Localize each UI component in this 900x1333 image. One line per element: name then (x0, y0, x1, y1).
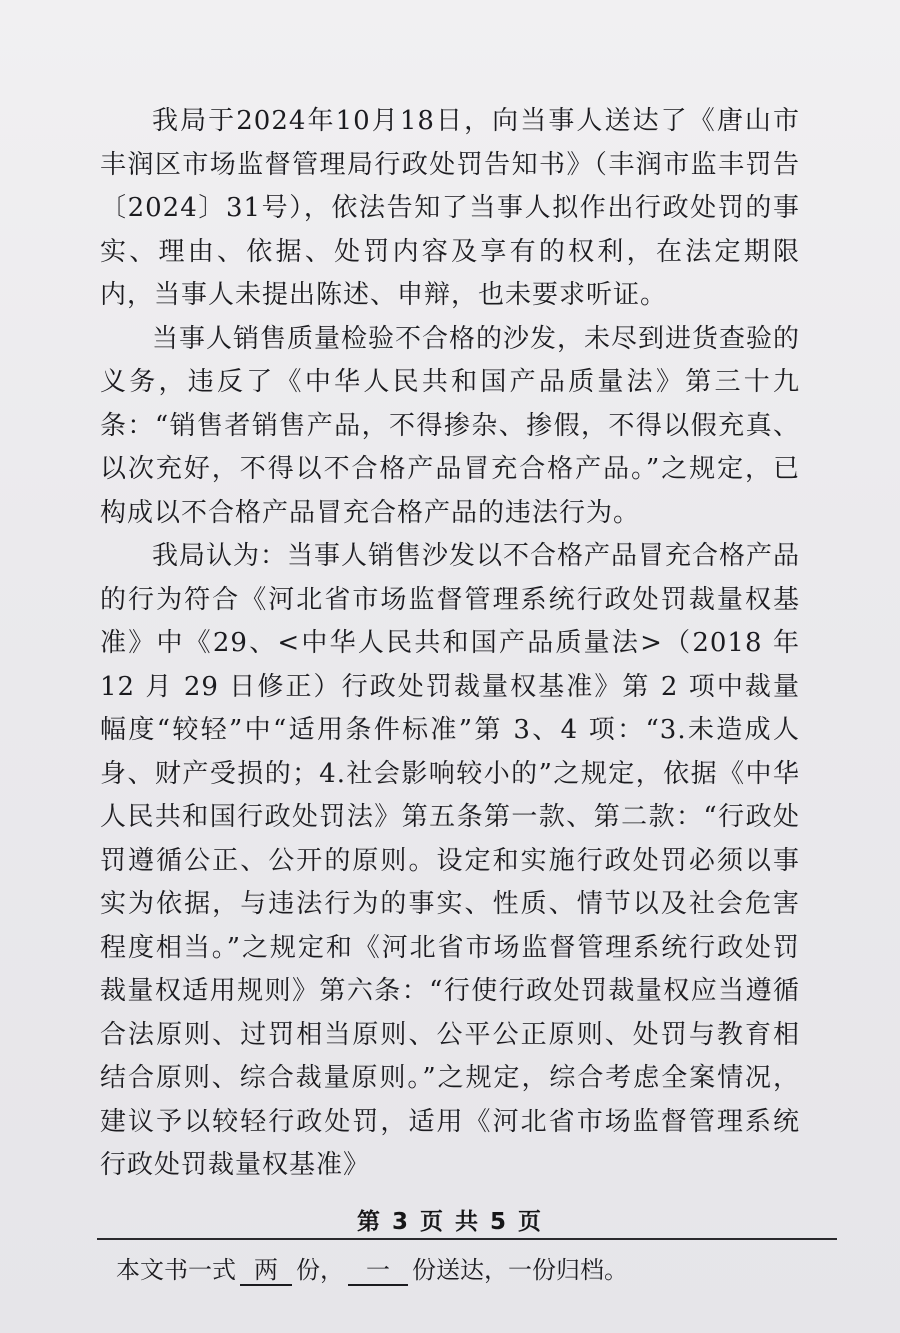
page-number: 第 3 页 共 5 页 (356, 1209, 544, 1235)
footer-suffix: 份送达，一份归档。 (412, 1256, 628, 1284)
paragraph-violation-facts: 当事人销售质量检验不合格的沙发，未尽到进货查验的义务，违反了《中华人民共和国产品质量法》第三十九条：“销售者销售产品，不得掺杂、掺假，不得以假充真、以次充好，不得以不合格产品冒充合格产品。”之规定，已构成以不合格产品冒充合格产品的违法行为。 (100, 323, 801, 528)
copies-served-blank: 一 (348, 1256, 408, 1286)
paragraph-notice-served: 我局于2024年10月18日，向当事人送达了《唐山市丰润区市场监督管理局行政处罚告知书》（丰润市监丰罚告〔2024〕31号），依法告知了当事人拟作出行政处罚的事实、理由、依据、处罚内容及享有的权利，在法定期限内，当事人未提出陈述、申辩，也未要求听证。 (100, 106, 800, 310)
footer-copies-note (116, 1250, 628, 1286)
copies-total-blank: 两 (240, 1256, 292, 1286)
document-body (100, 100, 800, 1188)
footer-divider (97, 1238, 837, 1240)
footer-prefix: 本文书一式 (116, 1256, 236, 1284)
paragraph-bureau-opinion: 我局认为：当事人销售沙发以不合格产品冒充合格产品的行为符合《河北省市场监督管理系统行政处罚裁量权基准》中《29、<中华人民共和国产品质量法>（2018 年 12 月 29 日修正）行政处罚裁量权基准》第 2 项中裁量幅度“较轻”中“适用条件标准”第 3、4 项：“3.未造成人身、财产受损的；4.社会影响较小的”之规定，依据《中华人民共和国行政处罚法》第五条第一款、第二款：“行政处罚遵循公正、公开的原则。设定和实施行政处罚必须以事实为依据，与违法行为的事实、性质、情节以及社会危害程度相当。”之规定和《河北省市场监督管理系统行政处罚裁量权适用规则》第六条：“行使行政处罚裁量权应当遵循合法原则、过罚相当原则、公平公正原则、处罚与教育相结合原则、综合裁量原则。”之规定，综合考虑全案情况，建议予以较轻行政处罚，适用《河北省市场监督管理系统行政处罚裁量权基准》 (100, 541, 801, 1180)
footer-middle: 份， (296, 1256, 344, 1284)
